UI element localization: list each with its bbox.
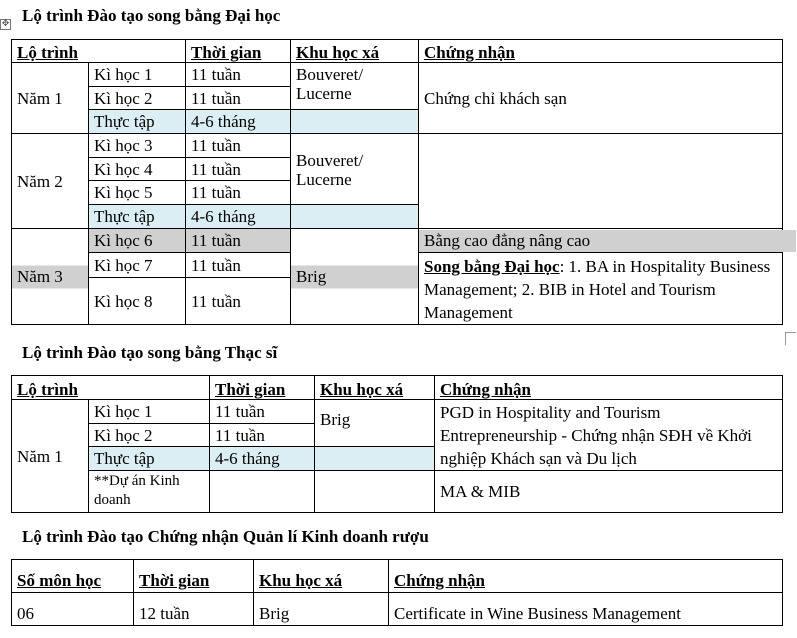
time-cell: 11 tuần xyxy=(186,158,291,181)
cert-cell xyxy=(419,134,783,229)
term-cell: **Dự án Kinh doanh xyxy=(89,471,210,513)
cert-label-bold: Song bằng Đại học xyxy=(424,257,560,276)
term-cell: Kì học 7 xyxy=(89,253,186,278)
time-cell: 11 tuần xyxy=(210,424,315,447)
term-cell: Kì học 6 xyxy=(89,229,186,253)
time-cell: 4-6 tháng xyxy=(186,110,291,134)
campus-cell xyxy=(315,447,435,471)
term-cell: Kì học 8 xyxy=(89,278,186,325)
master-table-title: Lộ trình Đào tạo song bằng Thạc sĩ xyxy=(22,343,278,362)
campus-cell: Bouveret/ Lucerne xyxy=(291,134,419,205)
header-cell: Chứng nhận xyxy=(389,560,783,593)
cert-cell: Chứng chỉ khách sạn xyxy=(419,63,783,134)
time-cell: 4-6 tháng xyxy=(186,205,291,229)
term-cell: Kì học 1 xyxy=(89,400,210,424)
year-cell: Năm 1 xyxy=(12,400,89,513)
cert-label: : 1. BA in Hospitality Business Management; 2. BIB in Hotel and Tourism Management xyxy=(424,257,771,322)
table-row xyxy=(12,471,783,513)
time-cell: 11 tuần xyxy=(186,87,291,110)
cert-cell xyxy=(419,253,783,325)
header-cell: Khu học xá xyxy=(254,560,389,593)
campus-cell xyxy=(291,205,419,229)
table-row xyxy=(12,134,783,158)
cert-label: Bằng cao đẳng nâng cao xyxy=(424,231,591,250)
time-cell: 11 tuần xyxy=(186,134,291,158)
header-cell: Thời gian xyxy=(186,40,291,63)
table-row xyxy=(12,229,783,253)
campus-cell xyxy=(291,110,419,134)
wine-table xyxy=(11,559,783,626)
campus-cell xyxy=(291,229,419,325)
table-row xyxy=(12,63,783,87)
campus-cell: Brig xyxy=(315,400,435,447)
term-cell: Kì học 3 xyxy=(89,134,186,158)
cert-cell xyxy=(419,229,783,253)
term-cell: Kì học 2 xyxy=(89,87,186,110)
year-label: Năm 3 xyxy=(17,267,63,286)
time-cell: 11 tuần xyxy=(210,400,315,424)
header-cell: Thời gian xyxy=(134,560,254,593)
count-cell: 06 xyxy=(12,593,134,626)
time-cell: 11 tuần xyxy=(186,278,291,325)
cert-cell: PGD in Hospitality and Tourism Entrepreneurship - Chứng nhận SĐH về Khởi nghiệp Khách sạn và Du lịch xyxy=(435,400,783,471)
table-row xyxy=(12,40,783,63)
bachelor-table-title: Lộ trình Đào tạo song bằng Đại học xyxy=(22,6,281,25)
table-row xyxy=(12,593,783,626)
time-cell: 11 tuần xyxy=(186,63,291,87)
wine-table-title: Lộ trình Đào tạo Chứng nhận Quản lí Kinh doanh rượu xyxy=(22,527,429,546)
header-cell: Khu học xá xyxy=(291,40,419,63)
term-cell: Thực tập xyxy=(89,205,186,229)
cert-cell: Certificate in Wine Business Management xyxy=(389,593,783,626)
time-cell: 11 tuần xyxy=(186,229,291,253)
campus-label: Brig xyxy=(296,267,327,286)
header-cell: Số môn học xyxy=(12,560,134,593)
header-cell: Chứng nhận xyxy=(435,376,783,400)
campus-cell xyxy=(315,471,435,513)
table-move-handle-icon[interactable]: ✥ xyxy=(1,19,10,29)
cert-cell: MA & MIB xyxy=(435,471,783,513)
term-cell: Kì học 1 xyxy=(89,63,186,87)
header-cell: Khu học xá xyxy=(315,376,435,400)
campus-cell: Brig xyxy=(254,593,389,626)
time-cell xyxy=(210,471,315,513)
time-cell: 12 tuần xyxy=(134,593,254,626)
header-cell: Chứng nhận xyxy=(419,40,783,63)
time-cell: 11 tuần xyxy=(186,253,291,278)
table-row xyxy=(12,560,783,593)
bachelor-table xyxy=(11,39,783,325)
time-cell: 11 tuần xyxy=(186,181,291,205)
table-row xyxy=(12,400,783,424)
year-cell xyxy=(12,229,89,325)
campus-cell: Bouveret/ Lucerne xyxy=(291,63,419,110)
term-cell: Thực tập xyxy=(89,447,210,471)
term-cell: Kì học 4 xyxy=(89,158,186,181)
master-table xyxy=(11,375,783,513)
term-cell: Thực tập xyxy=(89,110,186,134)
table-row xyxy=(12,376,783,400)
year-cell: Năm 2 xyxy=(12,134,89,229)
term-cell: Kì học 2 xyxy=(89,424,210,447)
header-cell: Lộ trình xyxy=(12,376,210,400)
header-cell: Lộ trình xyxy=(12,40,186,63)
header-cell: Thời gian xyxy=(210,376,315,400)
table-resize-handle-icon[interactable] xyxy=(785,332,796,345)
time-cell: 4-6 tháng xyxy=(210,447,315,471)
year-cell: Năm 1 xyxy=(12,63,89,134)
term-cell: Kì học 5 xyxy=(89,181,186,205)
